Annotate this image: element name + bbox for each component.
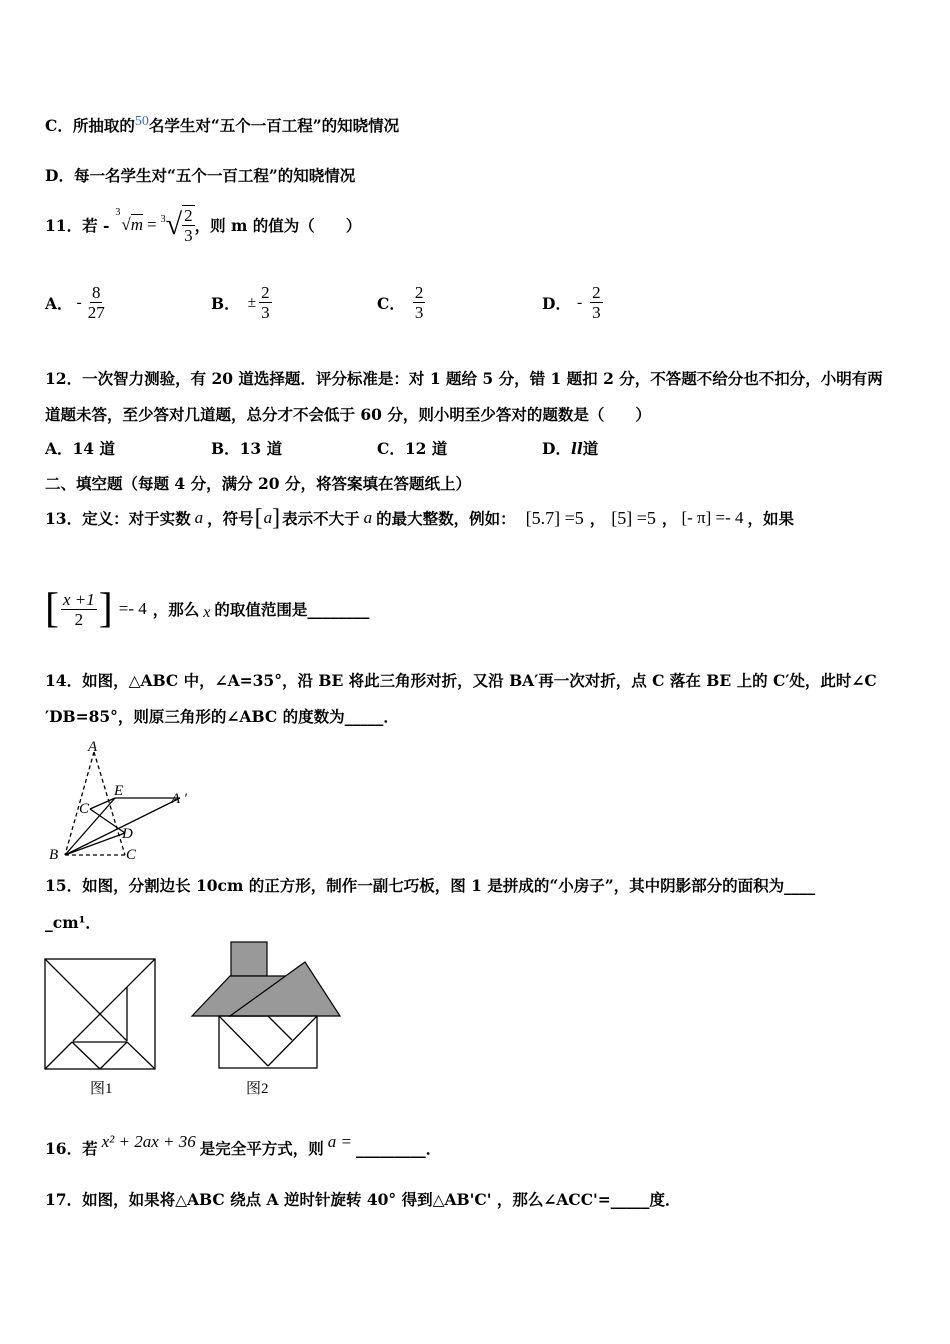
label-a-prime: A ′ (171, 791, 187, 807)
q11-option-a (45, 283, 105, 322)
q16-variable: a = (327, 1132, 352, 1151)
q13-t3: 表示不大于 (282, 509, 360, 528)
q13-line2: [ $\frac{x +1}{2}$ ] =- 4 ，那么 x 的取值范围是________ (45, 586, 370, 632)
option-num: 2 (592, 283, 601, 302)
option-sign: ± (247, 293, 257, 311)
q15-line1: 15．如图，分割边长 10cm 的正方形，制作一副七巧板，图 1 是拼成的“小房子”，其中阴影部分的面积为____ (45, 876, 816, 895)
q15-tangram-house-figure (190, 940, 350, 1075)
q14-triangle-figure (40, 737, 210, 867)
label-b: B (49, 847, 59, 863)
q13-var-a2: a (363, 508, 373, 527)
q13-cond-den: 2 (74, 609, 84, 629)
q13-t6: ，那么 (152, 600, 200, 619)
q13-example-1: [5.7] =5 (525, 507, 584, 528)
q11-equals: = (147, 215, 157, 234)
q12-option-d (542, 437, 598, 459)
q16-expression: x² + 2ax + 36 (101, 1132, 196, 1151)
q11-fraction (182, 205, 195, 245)
q13-t1: 13．定义：对于实数 (45, 509, 191, 528)
q11-root-var: m (130, 215, 144, 234)
option-sign: - (76, 293, 82, 311)
option-num: 8 (91, 283, 101, 302)
q11-suffix: ，则 m 的值为（ ） (194, 216, 362, 235)
q11-frac-den: 3 (184, 226, 193, 245)
q10-option-c-pre: C．所抽取的 (45, 116, 135, 136)
q10-option-c-post: 名学生对“五个一百工程”的知晓情况 (148, 116, 400, 136)
label-e: E (114, 783, 124, 799)
q11-cube-root: 3 √m (115, 207, 144, 234)
option-label: D． (542, 293, 571, 313)
q13-line1: 13．定义：对于实数 a ，符号 [ a ] 表示不大于 a 的最大整数，例如： [5.7] =5 ， [5] =5 ， [- π] =- 4 ，如果 (45, 504, 795, 531)
q12-option-d-italic: ll (570, 439, 583, 458)
q13-cond-num: x +1 (63, 589, 95, 609)
option-den: 3 (592, 303, 601, 322)
q13-example-2: [5] =5 (611, 507, 656, 528)
label-a: A (88, 739, 98, 755)
q16-t3: _________． (355, 1139, 442, 1158)
option-label: A． (45, 293, 73, 313)
option-num: 2 (261, 283, 270, 302)
label-c-prime: C (79, 801, 90, 817)
q11-option-d (542, 283, 603, 322)
q12-line2: 道题未答，至少答对几道题，总分才不会低于 60 分，则小明至少答对的题数是（ ） (45, 405, 651, 424)
q11-frac-num: 2 (184, 206, 193, 225)
option-den: 3 (414, 303, 424, 322)
q13-bracket-var: a (263, 508, 273, 527)
q12-line1: 12．一次智力测验，有 20 道选择题．评分标准是：对 1 题给 5 分，错 1 题扣 2 分，不答题不给分也不扣分，小明有两 (45, 369, 883, 388)
option-num: 2 (414, 283, 424, 302)
q11-prefix: 11．若 - (45, 216, 110, 235)
figure-2-caption: 图2 (246, 1081, 269, 1097)
q11-root-index: 3 (115, 207, 121, 218)
q12-option-b: B．13 道 (211, 439, 283, 458)
option-label: B． (211, 293, 240, 313)
label-c: C (126, 847, 137, 863)
q14-line1: 14．如图，△ABC 中，∠A=35°，沿 BE 将此三角形对折，又沿 BA′再一次对折，点 C 落在 BE 上的 C′处，此时∠C (45, 671, 877, 690)
q11-option-b (211, 283, 272, 322)
q14-line2: ′DB=85°，则原三角形的∠ABC 的度数为_____． (45, 707, 399, 726)
q13-condition-fraction (61, 590, 97, 629)
q15-tangram-square-figure (44, 958, 164, 1078)
q16-line (45, 1130, 441, 1166)
section-heading: 二、填空题（每题 4 分，满分 20 分，将答案填在答题纸上） (45, 474, 471, 493)
q13-t2: ，符号 (207, 509, 254, 528)
q11-option-c (377, 283, 425, 322)
q10-option-c-num: 50 (134, 114, 149, 129)
q16-t2: 是完全平方式，则 (199, 1139, 324, 1158)
label-d: D (122, 826, 133, 842)
q10-option-c (45, 114, 399, 136)
q12-option-c: C．12 道 (377, 439, 448, 458)
q12-option-d-label: D． (542, 439, 571, 458)
option-sign: - (576, 293, 583, 311)
q11-stem: 11．若 - 3 √m = 3 √ $\frac{2}{3}$ ，则 m 的值为（ ） (45, 206, 362, 245)
q13-var-x: x (203, 604, 211, 621)
q13-t5: ，如果 (747, 509, 795, 528)
q10-option-d: D．每一名学生对“五个一百工程”的知晓情况 (45, 166, 356, 185)
q13-cond-rhs: =- 4 (118, 599, 147, 618)
q13-t4: 的最大整数，例如： (376, 509, 516, 528)
q13-example-3: [- π] =- 4 (681, 508, 744, 527)
q13-t7: 的取值范围是________ (214, 600, 370, 619)
q12-option-d-tail: 道 (582, 439, 599, 458)
q15-line2: _cm¹． (45, 913, 101, 932)
q12-option-a: A．14 道 (45, 439, 115, 458)
q16-t1: 16．若 (45, 1139, 98, 1158)
figure-1-caption: 图1 (90, 1081, 113, 1097)
option-den: 27 (87, 303, 105, 322)
option-label: C． (377, 293, 405, 313)
option-den: 3 (261, 303, 270, 322)
q13-var-a: a (194, 508, 204, 527)
q17-line: 17．如图，如果将△ABC 绕点 A 逆时针旋转 40° 得到△AB'C' ，那么∠ACC'=_____度． (45, 1190, 681, 1209)
